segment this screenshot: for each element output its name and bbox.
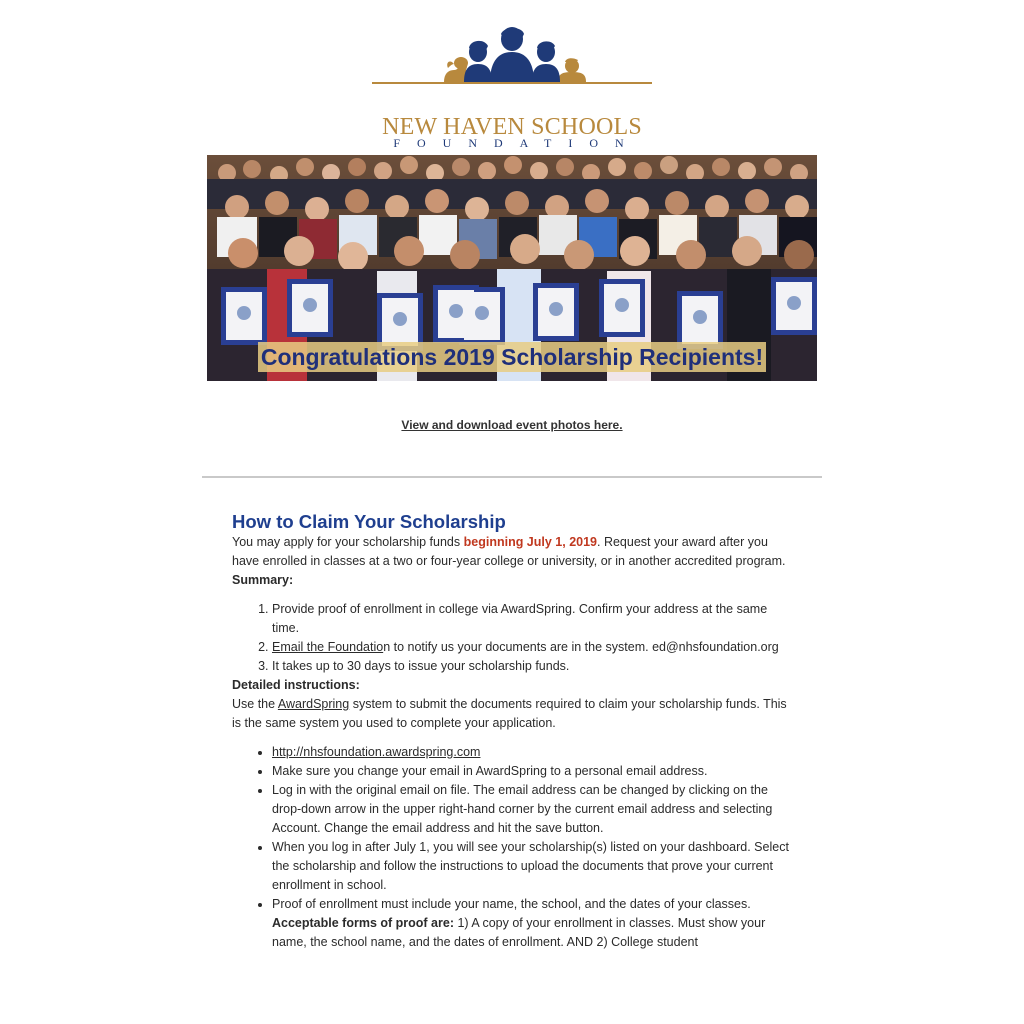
list-item [272, 895, 797, 952]
intro-text: You may apply for your scholarship funds [232, 535, 464, 549]
silhouettes-icon [372, 26, 652, 96]
intro-text-rest: . Request your award after you have enrolled in classes at a two or four-year college or university, or in another accredited program. [232, 535, 786, 568]
summary-list [232, 600, 797, 676]
summary-item-text: n to notify us your documents are in the system. ed@nhsfoundation.org [383, 640, 779, 654]
list-item [272, 743, 797, 762]
instructions-list [232, 743, 797, 952]
detailed-heading: Detailed instructions: [232, 678, 360, 692]
list-item: • Log in with the original email on file. The email address can be changed by clicking on the drop-down arrow in the upper right-hand corner by the current email address and selecting Account. Change the email address and hit the save button. [272, 781, 797, 838]
section-title: How to Claim Your Scholarship [232, 511, 506, 532]
section-divider [202, 476, 822, 478]
event-photos-link[interactable]: View and download event photos here. [401, 418, 623, 432]
hero-banner[interactable] [207, 155, 817, 381]
use-text-rest: system to submit the documents required to claim your scholarship funds. This is the same system you used to complete your application. [232, 697, 787, 730]
org-name: NEW HAVEN SCHOOLS [382, 114, 642, 140]
summary-heading: Summary: [232, 573, 294, 587]
hero-caption: Congratulations 2019 Scholarship Recipients! [258, 342, 766, 372]
org-subtitle: FOUNDATION [393, 136, 641, 150]
summary-item: 3. It takes up to 30 days to issue your scholarship funds. [272, 657, 797, 676]
awardspring-link[interactable]: AwardSpring [277, 697, 350, 711]
proof-forms-text: 1) A copy of your enrollment in classes. Must show your name, the school name, and the dates of enrollment. AND 2) College student [272, 916, 766, 949]
summary-item [272, 638, 797, 657]
start-date-highlight: beginning July 1, 2019 [463, 535, 597, 549]
proof-text: Proof of enrollment must include your name, the school, and the dates of your classes. [272, 897, 751, 911]
claim-section [232, 511, 797, 952]
foundation-logo[interactable] [372, 26, 652, 150]
intro-paragraph [232, 533, 797, 571]
awardspring-url-link[interactable]: http://nhsfoundation.awardspring.com [272, 745, 481, 759]
use-text: Use the [232, 697, 278, 711]
list-item: • When you log in after July 1, you will see your scholarship(s) listed on your dashboard. Select the scholarship and follow the instructions to upload the documents that prove your current enrollment in school. [272, 838, 797, 895]
summary-item: 1. Provide proof of enrollment in college via AwardSpring. Confirm your address at the same time. [272, 600, 797, 638]
proof-forms-label: Acceptable forms of proof are: [272, 916, 454, 930]
awardspring-paragraph [232, 695, 797, 733]
email-foundation-link[interactable]: Email the Foundatio [272, 640, 384, 654]
list-item: • Make sure you change your email in AwardSpring to a personal email address. [272, 762, 797, 781]
